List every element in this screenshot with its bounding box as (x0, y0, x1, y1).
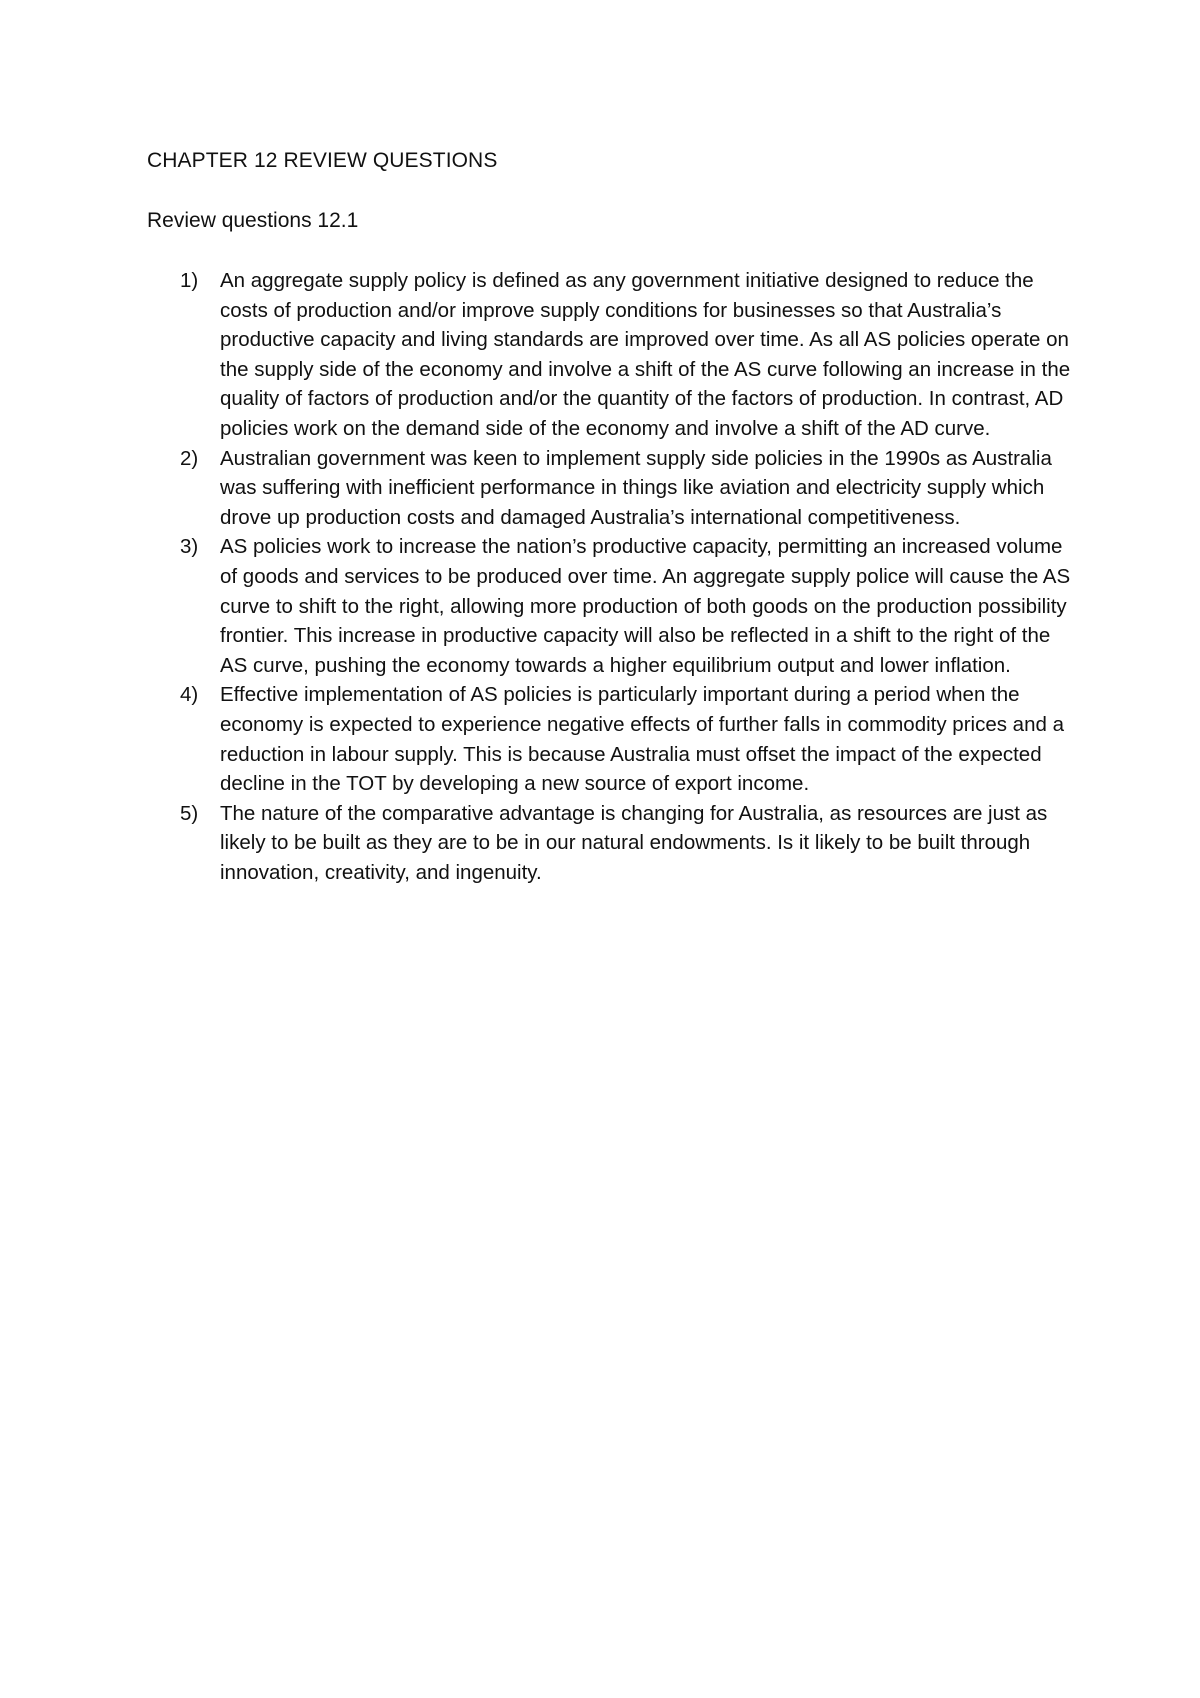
question-number: 1) (180, 269, 199, 292)
question-item-1 (180, 266, 1080, 444)
question-number: 4) (180, 683, 199, 707)
section-subtitle: Review questions 12.1 (147, 209, 359, 232)
page-title: CHAPTER 12 REVIEW QUESTIONS (147, 149, 498, 172)
question-number: 3) (180, 535, 199, 559)
question-item-3 (180, 532, 1080, 680)
question-item-4 (180, 680, 1080, 798)
review-question-list (180, 266, 1080, 887)
question-answer-text: The nature of the comparative advantage is changing for Australia, as resources are just as likely to be built as they are to be in our natural endowments. Is it likely to be built through innovation, creativity, and ingenuity. (220, 801, 1048, 884)
question-number: 5) (180, 801, 199, 825)
question-item-2 (180, 444, 1080, 533)
question-answer-text: An aggregate supply policy is defined as any government initiative designed to reduce the costs of production and/or improve supply conditions for businesses so that Australia’s productive capacity and living standards are improved over time. As all AS policies operate on the supply side of the economy and involve a shift of the AS curve following an increase in the quality of factors of production and/or the quantity of the factors of production. In contrast, AD policies work on the demand side of the economy and involve a shift of the AD curve. (220, 269, 1071, 440)
question-number: 2) (180, 446, 199, 470)
question-answer-text: Effective implementation of AS policies is particularly important during a period when the economy is expected to experience negative effects of further falls in commodity prices and a reduction in labour supply. This is because Australia must offset the impact of the expected decline in the TOT by developing a new source of export income. (220, 683, 1064, 796)
question-answer-text: Australian government was keen to implement supply side policies in the 1990s as Australia was suffering with inefficient performance in things like aviation and electricity supply which drove up production costs and damaged Australia’s international competitiveness. (220, 446, 1052, 529)
question-answer-text: AS policies work to increase the nation’s productive capacity, permitting an increased volume of goods and services to be produced over time. An aggregate supply police will cause the AS curve to shift to the right, allowing more production of both goods on the production possibility frontier. This increase in productive capacity will also be reflected in a shift to the right of the AS curve, pushing the economy towards a higher equilibrium output and lower inflation. (220, 535, 1071, 677)
question-item-5 (180, 799, 1080, 888)
